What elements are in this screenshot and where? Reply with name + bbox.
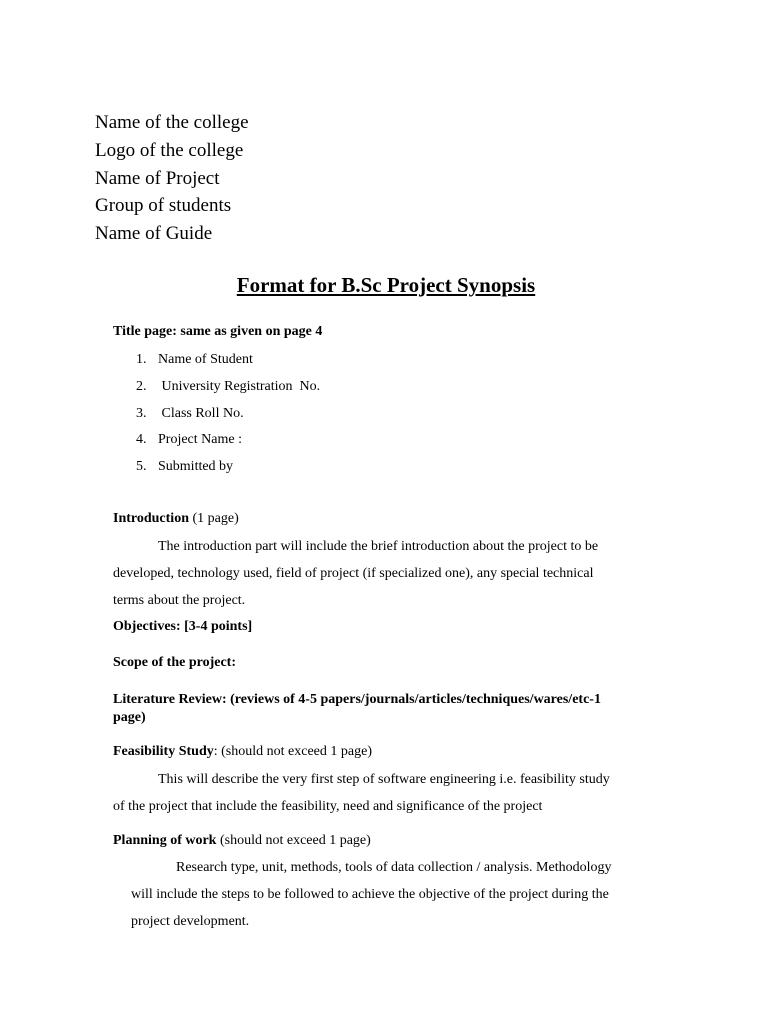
paragraph-line: This will describe the very first step of software engineering i.e. feasibility study [158,772,610,787]
list-item [136,456,320,483]
paragraph-line: Research type, unit, methods, tools of data collection / analysis. Methodology [176,860,612,875]
list-number: 2. [136,378,147,394]
document-title: Format for B.Sc Project Synopsis [236,273,536,297]
introduction-heading: Introduction [113,511,189,526]
feasibility-note: : (should not exceed 1 page) [213,744,372,759]
introduction-heading-line [113,511,239,527]
literature-review-line: Literature Review: (reviews of 4-5 papers/journals/articles/techniques/wares/etc-1 [113,692,601,707]
introduction-note: (1 page) [188,511,239,526]
list-number: 4. [136,432,147,448]
list-text: Submitted by [158,459,234,475]
list-text: Name of Student [158,352,253,367]
feasibility-heading-line [113,744,372,760]
guide-name-line: Name of Guide [95,223,213,245]
title-page-heading: Title page: same as given on page 4 [113,324,323,339]
list-number: 1. [136,352,147,367]
objectives-heading: Objectives: [3-4 points] [113,619,253,634]
students-group-line: Group of students [95,195,232,217]
feasibility-paragraph [113,767,610,821]
planning-heading: Planning of work [113,833,217,848]
list-text: Class Roll No. [158,405,244,421]
planning-heading-line [113,833,371,849]
literature-review-line: page) [113,710,146,725]
list-item [136,376,320,403]
paragraph-line: The introduction part will include the brief introduction about the project to be [158,539,599,554]
list-item [136,349,320,376]
scope-heading: Scope of the project: [113,655,236,670]
feasibility-heading: Feasibility Study [113,744,214,759]
paragraph-line: developed, technology used, field of project (if specialized one), any special technical [113,565,594,581]
literature-review-heading [113,691,601,727]
paragraph-line: will include the steps to be followed to achieve the objective of the project during the [131,886,609,902]
list-item [136,429,320,456]
list-text: University Registration No. [158,378,321,394]
paragraph-line: terms about the project. [113,592,246,608]
college-logo-line: Logo of the college [95,139,244,161]
college-name-line: Name of the college [95,112,249,133]
paragraph-line: of the project that include the feasibility, need and significance of the project [113,798,543,814]
paragraph-line: project development. [131,913,250,929]
planning-paragraph [131,855,611,935]
introduction-paragraph [113,534,598,614]
project-name-line: Name of Project [95,167,220,189]
list-number: 5. [136,459,147,475]
list-number: 3. [136,405,147,421]
cover-details [95,109,249,248]
planning-note: (should not exceed 1 page) [216,833,371,848]
title-page-list [136,349,320,483]
list-text: Project Name : [158,432,242,448]
list-item [136,403,320,430]
